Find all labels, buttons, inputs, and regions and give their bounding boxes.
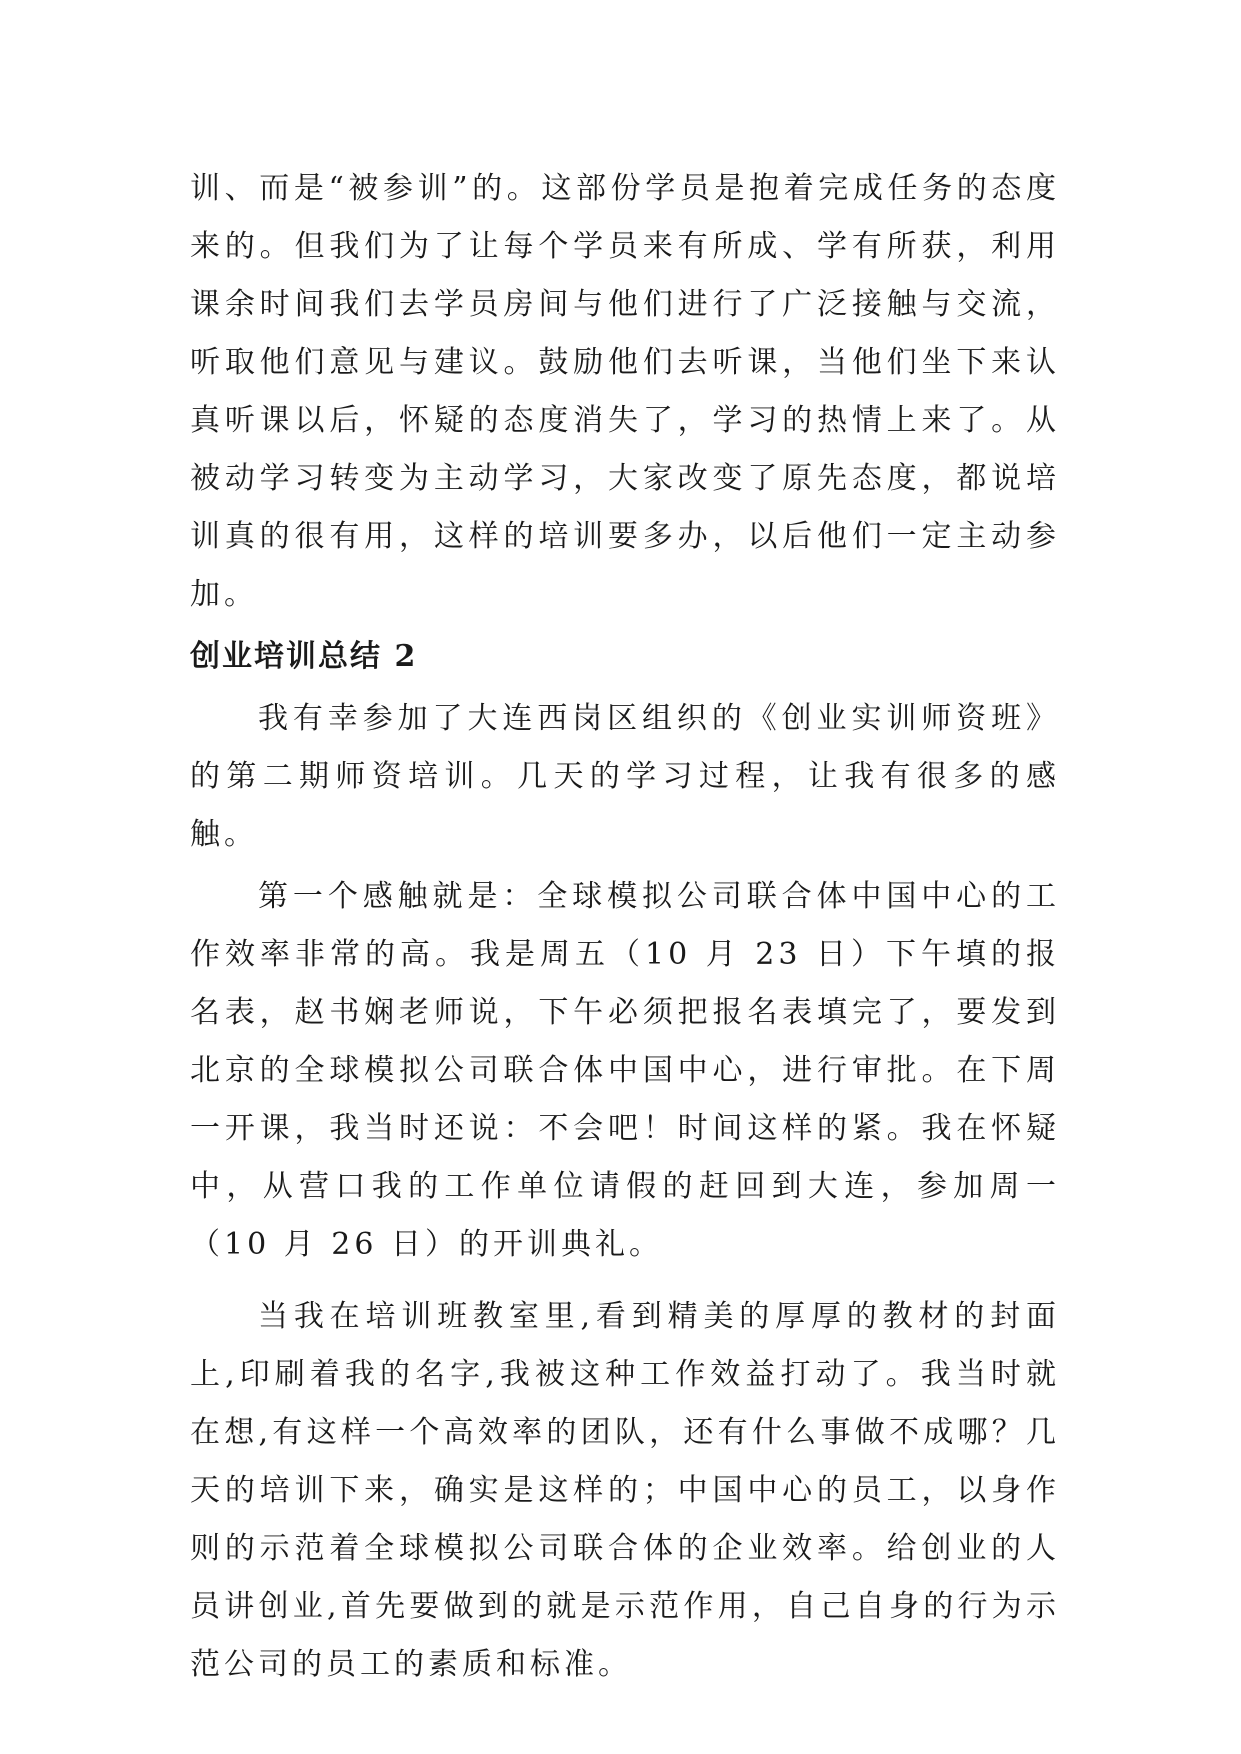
- body-paragraph-4: 当我在培训班教室里,看到精美的厚厚的教材的封面上,印刷着我的名字,我被这种工作效益打动了。我当时就在想,有这样一个高效率的团队，还有什么事做不成哪？几天的培训下来，确实是这样的；中国中心的员工，以身作则的示范着全球模拟公司联合体的企业效率。给创业的人员讲创业,首先要做到的就是示范作用，自己自身的行为示范公司的员工的素质和标准。: [190, 1299, 1060, 1682]
- section-heading: 创业培训总结 2: [190, 639, 418, 674]
- document-page: [190, 160, 1060, 1694]
- body-paragraph-2: 我有幸参加了大连西岗区组织的《创业实训师资班》的第二期师资培训。几天的学习过程，让我有很多的感触。: [190, 701, 1060, 852]
- body-paragraph-3: 第一个感触就是：全球模拟公司联合体中国中心的工作效率非常的高。我是周五（10 月 23 日）下午填的报名表，赵书娴老师说，下午必须把报名表填完了，要发到北京的全球模拟公司联合体中国中心，进行审批。在下周一开课，我当时还说：不会吧！时间这样的紧。我在怀疑中，从营口我的工作单位请假的赶回到大连，参加周一（10 月 26 日）的开训典礼。: [190, 879, 1060, 1262]
- body-paragraph-1: 训、而是“被参训”的。这部份学员是抱着完成任务的态度来的。但我们为了让每个学员来有所成、学有所获，利用课余时间我们去学员房间与他们进行了广泛接触与交流，听取他们意见与建议。鼓励他们去听课，当他们坐下来认真听课以后，怀疑的态度消失了，学习的热情上来了。从被动学习转变为主动学习，大家改变了原先态度，都说培训真的很有用，这样的培训要多办，以后他们一定主动参加。: [190, 171, 1060, 612]
